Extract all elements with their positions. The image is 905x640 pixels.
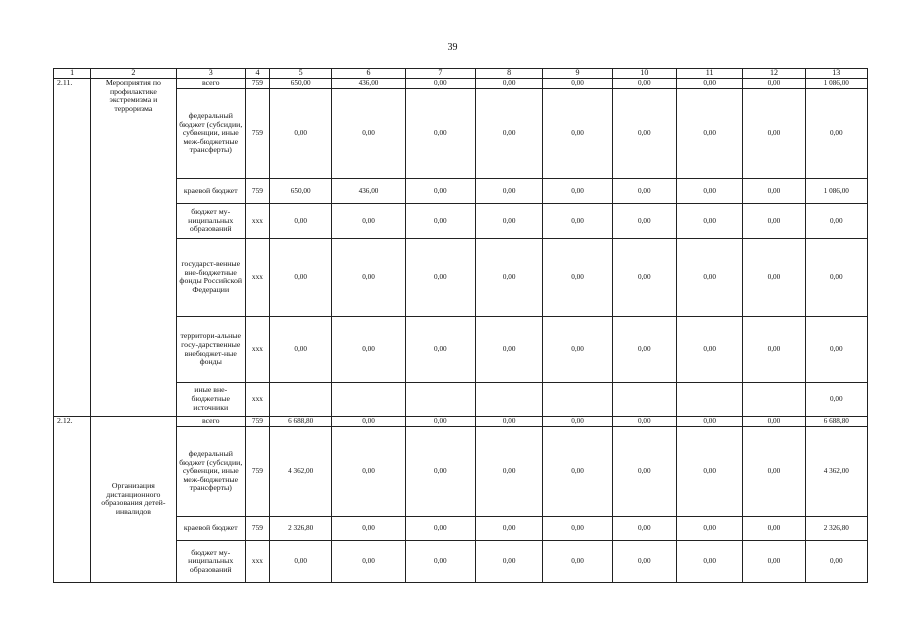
funding-source: территори-альные госу-дарственные внебюджет-ные фонды — [176, 317, 245, 383]
table-row — [54, 416, 868, 426]
value-cell: 0,00 — [543, 238, 612, 316]
value-cell: 4 362,00 — [805, 427, 867, 517]
value-cell: 0,00 — [612, 89, 676, 179]
funding-source: бюджет му-ниципальных образований — [176, 204, 245, 239]
value-cell: 0,00 — [805, 204, 867, 239]
value-cell: 0,00 — [476, 238, 543, 316]
value-cell: 0,00 — [543, 517, 612, 541]
table-row — [54, 517, 868, 541]
code-cell: 759 — [245, 427, 269, 517]
value-cell: 0,00 — [543, 89, 612, 179]
value-cell: 0,00 — [476, 179, 543, 204]
column-header: 8 — [476, 69, 543, 79]
value-cell: 0,00 — [405, 541, 475, 583]
funding-source: бюджет му-ниципальных образований — [176, 541, 245, 583]
funding-source: краевой бюджет — [176, 517, 245, 541]
column-header: 3 — [176, 69, 245, 79]
table-row — [54, 238, 868, 316]
value-cell: 1 086,00 — [805, 79, 867, 89]
value-cell — [543, 383, 612, 416]
value-cell: 0,00 — [805, 541, 867, 583]
budget-table — [53, 68, 868, 583]
value-cell: 0,00 — [612, 427, 676, 517]
value-cell: 0,00 — [543, 541, 612, 583]
funding-source: иные вне-бюджетные источники — [176, 383, 245, 416]
value-cell: 0,00 — [332, 517, 405, 541]
value-cell — [476, 383, 543, 416]
value-cell: 0,00 — [743, 317, 805, 383]
code-cell: ххх — [245, 317, 269, 383]
column-header: 10 — [612, 69, 676, 79]
value-cell: 0,00 — [476, 89, 543, 179]
value-cell: 0,00 — [676, 238, 742, 316]
table-row — [54, 179, 868, 204]
value-cell: 6 688,80 — [270, 416, 332, 426]
value-cell: 0,00 — [676, 541, 742, 583]
value-cell: 0,00 — [405, 238, 475, 316]
funding-source: краевой бюджет — [176, 179, 245, 204]
value-cell: 0,00 — [543, 416, 612, 426]
value-cell: 0,00 — [405, 427, 475, 517]
value-cell: 0,00 — [805, 383, 867, 416]
code-cell: 759 — [245, 517, 269, 541]
value-cell: 0,00 — [332, 204, 405, 239]
header-row — [54, 69, 868, 79]
value-cell: 0,00 — [676, 179, 742, 204]
value-cell: 0,00 — [612, 541, 676, 583]
value-cell: 0,00 — [476, 204, 543, 239]
table-row — [54, 427, 868, 517]
value-cell: 436,00 — [332, 179, 405, 204]
value-cell: 6 688,80 — [805, 416, 867, 426]
value-cell: 0,00 — [612, 179, 676, 204]
column-header: 6 — [332, 69, 405, 79]
value-cell: 0,00 — [743, 179, 805, 204]
value-cell: 0,00 — [743, 238, 805, 316]
code-cell: ххх — [245, 383, 269, 416]
value-cell: 0,00 — [332, 317, 405, 383]
funding-source: государст-венные вне-бюджетные фонды Российской Федерации — [176, 238, 245, 316]
code-cell: 759 — [245, 416, 269, 426]
measure-name: Мероприятия по профилактике экстремизма и терроризма — [91, 79, 176, 417]
value-cell: 436,00 — [332, 79, 405, 89]
value-cell: 0,00 — [332, 416, 405, 426]
value-cell: 650,00 — [270, 179, 332, 204]
table-row — [54, 317, 868, 383]
value-cell — [612, 383, 676, 416]
value-cell: 0,00 — [476, 416, 543, 426]
value-cell: 2 326,80 — [270, 517, 332, 541]
value-cell: 0,00 — [270, 89, 332, 179]
value-cell: 0,00 — [805, 89, 867, 179]
value-cell — [270, 383, 332, 416]
value-cell: 0,00 — [476, 427, 543, 517]
table-row — [54, 79, 868, 89]
measure-name: Организация дистанционного образования детей-инвалидов — [91, 416, 176, 582]
value-cell: 0,00 — [612, 317, 676, 383]
value-cell: 0,00 — [612, 517, 676, 541]
section-number: 2.11. — [54, 79, 91, 417]
value-cell: 0,00 — [476, 317, 543, 383]
value-cell: 0,00 — [743, 517, 805, 541]
column-header: 2 — [91, 69, 176, 79]
value-cell: 0,00 — [405, 179, 475, 204]
value-cell: 0,00 — [270, 238, 332, 316]
value-cell: 0,00 — [676, 204, 742, 239]
value-cell: 0,00 — [743, 416, 805, 426]
value-cell — [405, 383, 475, 416]
value-cell: 0,00 — [332, 541, 405, 583]
value-cell: 0,00 — [405, 79, 475, 89]
code-cell: 759 — [245, 89, 269, 179]
value-cell: 0,00 — [612, 79, 676, 89]
value-cell: 0,00 — [332, 427, 405, 517]
table-body — [54, 69, 868, 583]
funding-source: федеральный бюджет (субсидии, субвенции, иные меж-бюджетные трансферты) — [176, 427, 245, 517]
column-header: 7 — [405, 69, 475, 79]
value-cell — [743, 383, 805, 416]
value-cell: 0,00 — [612, 238, 676, 316]
code-cell: ххх — [245, 204, 269, 239]
table-row — [54, 89, 868, 179]
value-cell: 0,00 — [676, 427, 742, 517]
value-cell: 0,00 — [805, 317, 867, 383]
value-cell: 0,00 — [270, 317, 332, 383]
value-cell: 0,00 — [543, 427, 612, 517]
table-row — [54, 204, 868, 239]
value-cell: 1 086,00 — [805, 179, 867, 204]
value-cell: 0,00 — [543, 179, 612, 204]
value-cell: 0,00 — [612, 204, 676, 239]
table-row — [54, 541, 868, 583]
value-cell: 0,00 — [743, 89, 805, 179]
value-cell: 2 326,80 — [805, 517, 867, 541]
value-cell: 0,00 — [270, 204, 332, 239]
column-header: 11 — [676, 69, 742, 79]
code-cell: ххх — [245, 541, 269, 583]
value-cell: 650,00 — [270, 79, 332, 89]
column-header: 1 — [54, 69, 91, 79]
code-cell: 759 — [245, 179, 269, 204]
value-cell: 0,00 — [476, 79, 543, 89]
table-row — [54, 383, 868, 416]
value-cell: 0,00 — [543, 204, 612, 239]
page-number: 39 — [447, 42, 458, 53]
value-cell: 0,00 — [743, 427, 805, 517]
value-cell: 0,00 — [543, 317, 612, 383]
value-cell: 0,00 — [476, 517, 543, 541]
column-header: 12 — [743, 69, 805, 79]
code-cell: 759 — [245, 79, 269, 89]
funding-source: федеральный бюджет (субсидии, субвенции, иные меж-бюджетные трансферты) — [176, 89, 245, 179]
column-header: 9 — [543, 69, 612, 79]
value-cell: 0,00 — [476, 541, 543, 583]
value-cell: 0,00 — [405, 204, 475, 239]
column-header: 13 — [805, 69, 867, 79]
value-cell — [676, 383, 742, 416]
value-cell — [332, 383, 405, 416]
value-cell: 4 362,00 — [270, 427, 332, 517]
value-cell: 0,00 — [405, 416, 475, 426]
value-cell: 0,00 — [405, 517, 475, 541]
section-number: 2.12. — [54, 416, 91, 582]
value-cell: 0,00 — [743, 204, 805, 239]
value-cell: 0,00 — [612, 416, 676, 426]
funding-source: всего — [176, 79, 245, 89]
code-cell: ххх — [245, 238, 269, 316]
funding-source: всего — [176, 416, 245, 426]
value-cell: 0,00 — [332, 238, 405, 316]
value-cell: 0,00 — [270, 541, 332, 583]
value-cell: 0,00 — [332, 89, 405, 179]
value-cell: 0,00 — [543, 79, 612, 89]
value-cell: 0,00 — [676, 416, 742, 426]
column-header: 5 — [270, 69, 332, 79]
value-cell: 0,00 — [676, 517, 742, 541]
value-cell: 0,00 — [743, 79, 805, 89]
value-cell: 0,00 — [676, 317, 742, 383]
value-cell: 0,00 — [676, 89, 742, 179]
value-cell: 0,00 — [805, 238, 867, 316]
value-cell: 0,00 — [405, 317, 475, 383]
value-cell: 0,00 — [405, 89, 475, 179]
value-cell: 0,00 — [676, 79, 742, 89]
column-header: 4 — [245, 69, 269, 79]
value-cell: 0,00 — [743, 541, 805, 583]
